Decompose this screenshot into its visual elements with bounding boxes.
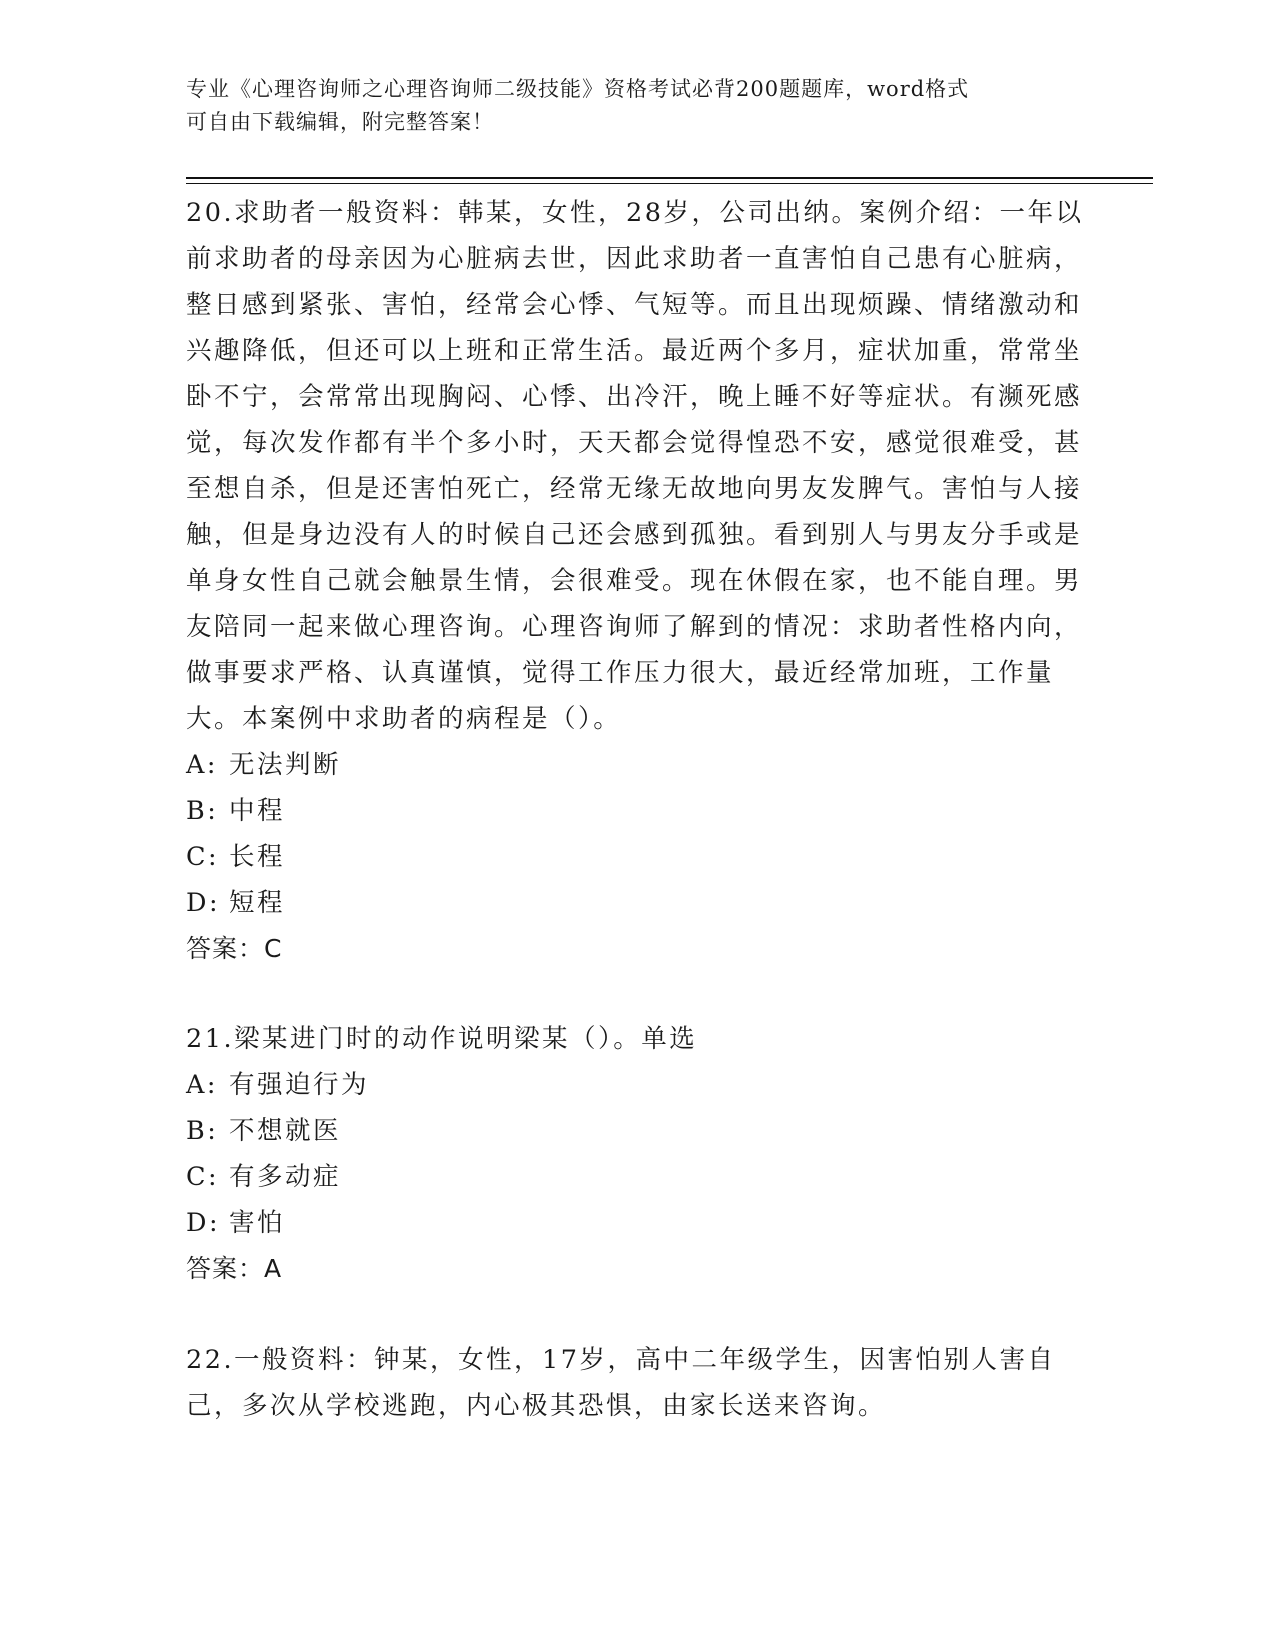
option-key: D: <box>186 1208 221 1238</box>
question-20 <box>186 190 1086 972</box>
option-b <box>186 788 1086 834</box>
question-spacer <box>186 1292 1086 1337</box>
option-key: C: <box>186 1162 220 1192</box>
option-text: 短程 <box>229 888 286 918</box>
option-key: A: <box>186 750 219 780</box>
question-stem: 22.一般资料：钟某，女性，17岁，高中二年级学生，因害怕别人害自己，多次从学校逃跑，内心极其恐惧，由家长送来咨询。 <box>186 1345 1056 1421</box>
header-line-2: 可自由下载编辑，附完整答案！ <box>186 110 494 134</box>
question-22 <box>186 1337 1086 1429</box>
header-rule-thick <box>186 177 1153 179</box>
option-key: B: <box>186 796 219 826</box>
option-text: 中程 <box>229 796 286 826</box>
option-key: D: <box>186 888 221 918</box>
answer-line: 答案：A <box>186 1254 283 1283</box>
option-d <box>186 880 1086 926</box>
option-a <box>186 1062 1086 1108</box>
option-c <box>186 1154 1086 1200</box>
question-list <box>186 190 1086 1429</box>
question-stem: 20.求助者一般资料：韩某，女性，28岁，公司出纳。案例介绍：一年以前求助者的母亲因为心脏病去世，因此求助者一直害怕自己患有心脏病，整日感到紧张、害怕，经常会心悸、气短等。而且出现烦躁、情绪激动和兴趣降低，但还可以上班和正常生活。最近两个多月，症状加重，常常坐卧不宁，会常常出现胸闷、心悸、出冷汗，晚上睡不好等症状。有濒死感觉，每次发作都有半个多小时，天天都会觉得惶恐不安，感觉很难受，甚至想自杀，但是还害怕死亡，经常无缘无故地向男友发脾气。害怕与人接触，但是身边没有人的时候自己还会感到孤独。看到别人与男友分手或是单身女性自己就会触景生情，会很难受。现在休假在家，也不能自理。男友陪同一起来做心理咨询。心理咨询师了解到的情况：求助者性格内向，做事要求严格、认真谨慎，觉得工作压力很大，最近经常加班，工作量大。本案例中求助者的病程是（）。 <box>186 198 1084 734</box>
option-b <box>186 1108 1086 1154</box>
option-c <box>186 834 1086 880</box>
option-text: 不想就医 <box>229 1116 342 1146</box>
option-key: A: <box>186 1070 219 1100</box>
document-header <box>186 73 1086 139</box>
question-spacer <box>186 972 1086 1016</box>
question-stem: 21.梁某进门时的动作说明梁某（）。单选 <box>186 1024 698 1054</box>
header-line-1: 专业《心理咨询师之心理咨询师二级技能》资格考试必背200题题库，word格式 <box>186 77 970 101</box>
option-key: B: <box>186 1116 219 1146</box>
option-a <box>186 742 1086 788</box>
option-text: 长程 <box>229 842 286 872</box>
option-text: 无法判断 <box>229 750 342 780</box>
answer-line: 答案：C <box>186 934 283 963</box>
option-key: C: <box>186 842 220 872</box>
header-rule-thin <box>186 183 1153 184</box>
option-text: 害怕 <box>229 1208 286 1238</box>
question-21 <box>186 1016 1086 1292</box>
option-d <box>186 1200 1086 1246</box>
option-text: 有强迫行为 <box>229 1070 370 1100</box>
option-text: 有多动症 <box>229 1162 342 1192</box>
